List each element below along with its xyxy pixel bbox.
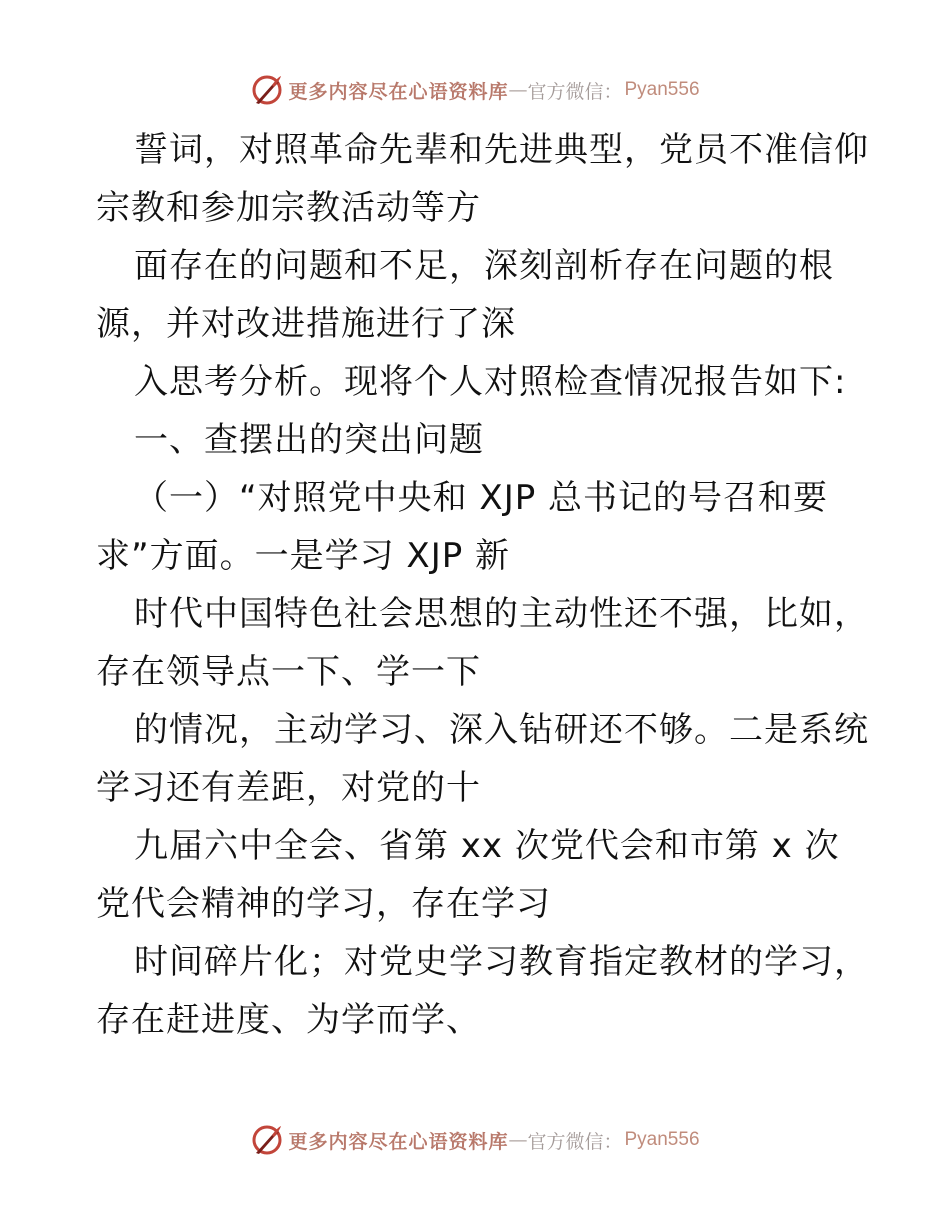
body-line: 存在领导点一下、学一下 — [96, 652, 481, 692]
body-line: 存在赶进度、为学而学、 — [96, 1000, 481, 1040]
quill-pen-circle-icon — [250, 73, 284, 107]
body-line: 求”方面。一是学习 XJP 新 — [96, 536, 511, 576]
body-line: 时代中国特色社会思想的主动性还不强，比如， — [134, 594, 869, 634]
body-line: 的情况，主动学习、深入钻研还不够。二是系统 — [134, 710, 869, 750]
wechat-label: 官方微信： — [527, 80, 623, 103]
separator: — — [508, 79, 528, 101]
brand-text: 更多内容尽在心语资料库 — [288, 80, 509, 103]
section-heading: 一、查摆出的突出问题 — [134, 420, 484, 460]
body-line: 面存在的问题和不足，深刻剖析存在问题的根 — [134, 246, 834, 286]
body-line: 九届六中全会、省第 xx 次党代会和市第 x 次 — [134, 826, 840, 866]
body-line: 誓词，对照革命先辈和先进典型，党员不准信仰 — [134, 130, 869, 170]
body-line: 宗教和参加宗教活动等方 — [96, 188, 481, 228]
wechat-id: Pyan556 — [624, 79, 700, 100]
body-line: 时间碎片化；对党史学习教育指定教材的学习， — [134, 942, 869, 982]
quill-pen-circle-icon — [250, 1123, 284, 1157]
body-line: （一）“对照党中央和 XJP 总书记的号召和要 — [134, 478, 829, 518]
header-banner — [0, 70, 950, 110]
separator: — — [508, 1129, 528, 1151]
brand-text: 更多内容尽在心语资料库 — [288, 1130, 509, 1153]
wechat-id: Pyan556 — [624, 1129, 700, 1150]
wechat-label: 官方微信： — [527, 1130, 623, 1153]
footer-banner — [0, 1120, 950, 1160]
body-line: 党代会精神的学习，存在学习 — [96, 884, 551, 924]
body-line: 源，并对改进措施进行了深 — [96, 304, 516, 344]
body-line: 学习还有差距，对党的十 — [96, 768, 481, 808]
body-line: 入思考分析。现将个人对照检查情况报告如下: — [134, 362, 847, 402]
